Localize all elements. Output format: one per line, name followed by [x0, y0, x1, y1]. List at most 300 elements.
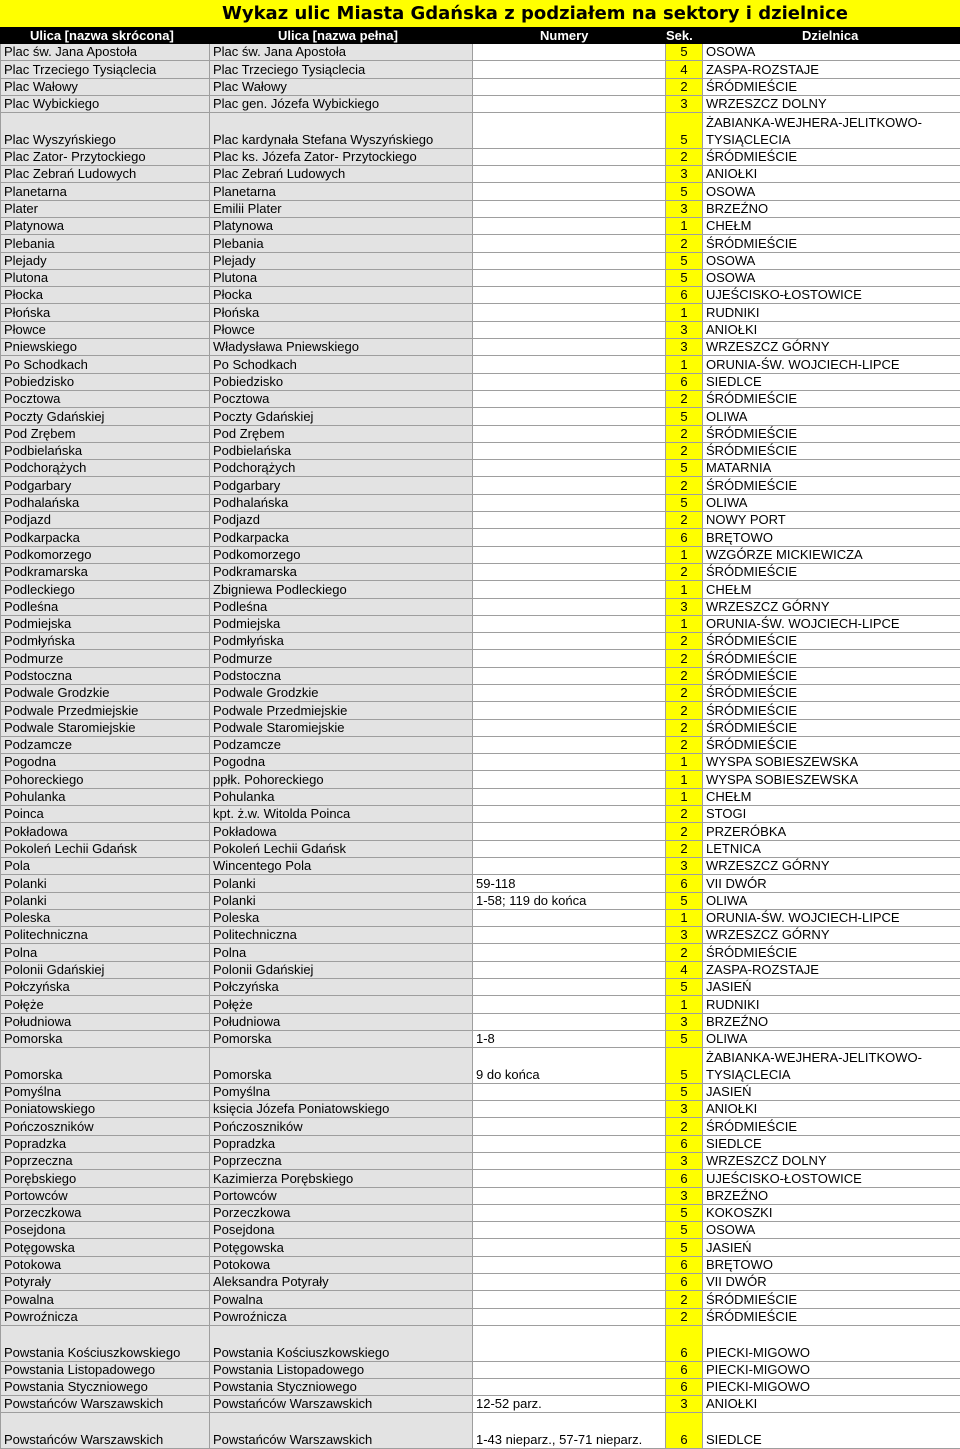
- street-short-name: Pomyślna: [1, 1083, 210, 1100]
- table-row: [1, 909, 960, 926]
- table-row: [1, 477, 960, 494]
- table-row: [1, 356, 960, 373]
- street-full-name: Plac Trzeciego Tysiąclecia: [210, 61, 473, 78]
- street-full-name: Plac gen. Józefa Wybickiego: [210, 95, 473, 112]
- table-row: [1, 1187, 960, 1204]
- house-numbers: [473, 1135, 666, 1152]
- table-row: [1, 1101, 960, 1118]
- street-full-name: Polna: [210, 944, 473, 961]
- street-full-name: Powstańców Warszawskich: [210, 1396, 473, 1413]
- page-title: Wykaz ulic Miasta Gdańska z podziałem na sektory i dzielnice: [222, 3, 848, 25]
- table-row: [1, 44, 960, 61]
- street-short-name: Pola: [1, 857, 210, 874]
- house-numbers: [473, 909, 666, 926]
- table-row: [1, 1118, 960, 1135]
- street-short-name: Podhalańska: [1, 494, 210, 511]
- sector-number: 5: [666, 1083, 703, 1100]
- table-row: [1, 217, 960, 234]
- district-name: MATARNIA: [703, 460, 960, 477]
- sector-number: 2: [666, 148, 703, 165]
- house-numbers: [473, 944, 666, 961]
- table-row: [1, 650, 960, 667]
- table-row: [1, 598, 960, 615]
- street-short-name: Podkramarska: [1, 563, 210, 580]
- street-short-name: Plac Wyszyńskiego: [1, 113, 210, 149]
- sector-number: 5: [666, 1239, 703, 1256]
- house-numbers: [473, 1083, 666, 1100]
- district-name: KOKOSZKI: [703, 1204, 960, 1221]
- house-numbers: [473, 1291, 666, 1308]
- house-numbers: [473, 477, 666, 494]
- sector-number: 1: [666, 546, 703, 563]
- district-name: ORUNIA-ŚW. WOJCIECH-LIPCE: [703, 909, 960, 926]
- table-row: [1, 1413, 960, 1449]
- street-full-name: Podmłyńska: [210, 633, 473, 650]
- sector-number: 3: [666, 1187, 703, 1204]
- street-short-name: Podchorążych: [1, 460, 210, 477]
- street-short-name: Plejady: [1, 252, 210, 269]
- street-full-name: Połczyńska: [210, 979, 473, 996]
- street-full-name: Plac św. Jana Apostoła: [210, 44, 473, 61]
- street-short-name: Porzeczkowa: [1, 1204, 210, 1221]
- sector-number: 2: [666, 736, 703, 753]
- street-short-name: Plac Wałowy: [1, 78, 210, 95]
- street-short-name: Południowa: [1, 1013, 210, 1030]
- sector-number: 4: [666, 961, 703, 978]
- header-sector: Sek.: [666, 28, 693, 44]
- district-name: ŚRÓDMIEŚCIE: [703, 477, 960, 494]
- street-short-name: Pod Zrębem: [1, 425, 210, 442]
- street-short-name: Plac Zebrań Ludowych: [1, 166, 210, 183]
- table-header: [0, 27, 960, 44]
- table-row: [1, 61, 960, 78]
- streets-table: [0, 44, 960, 1449]
- house-numbers: [473, 304, 666, 321]
- district-name: ŚRÓDMIEŚCIE: [703, 390, 960, 407]
- district-name: WRZESZCZ GÓRNY: [703, 927, 960, 944]
- sector-number: 2: [666, 1118, 703, 1135]
- house-numbers: [473, 61, 666, 78]
- street-full-name: Plac Wałowy: [210, 78, 473, 95]
- table-row: [1, 1378, 960, 1395]
- district-name: PIECKI-MIGOWO: [703, 1361, 960, 1378]
- street-short-name: Powstańców Warszawskich: [1, 1413, 210, 1449]
- header-short-name: Ulica [nazwa skrócona]: [30, 28, 174, 44]
- street-short-name: Plac Zator- Przytockiego: [1, 148, 210, 165]
- district-name: ŚRÓDMIEŚCIE: [703, 563, 960, 580]
- street-full-name: Pokładowa: [210, 823, 473, 840]
- street-full-name: Pogodna: [210, 754, 473, 771]
- street-short-name: Planetarna: [1, 183, 210, 200]
- street-full-name: Poleska: [210, 909, 473, 926]
- house-numbers: [473, 373, 666, 390]
- house-numbers: [473, 702, 666, 719]
- street-full-name: Platynowa: [210, 217, 473, 234]
- street-full-name: Zbigniewa Podleckiego: [210, 581, 473, 598]
- street-full-name: Pokoleń Lechii Gdańsk: [210, 840, 473, 857]
- street-short-name: Pohoreckiego: [1, 771, 210, 788]
- sector-number: 4: [666, 61, 703, 78]
- table-row: [1, 1013, 960, 1030]
- district-name: ŚRÓDMIEŚCIE: [703, 944, 960, 961]
- sector-number: 2: [666, 442, 703, 459]
- street-full-name: Podkramarska: [210, 563, 473, 580]
- street-full-name: Podwale Przedmiejskie: [210, 702, 473, 719]
- street-full-name: Planetarna: [210, 183, 473, 200]
- table-row: [1, 840, 960, 857]
- district-name: ŚRÓDMIEŚCIE: [703, 1291, 960, 1308]
- house-numbers: [473, 1222, 666, 1239]
- house-numbers: [473, 581, 666, 598]
- street-full-name: Podstoczna: [210, 667, 473, 684]
- table-row: [1, 927, 960, 944]
- sector-number: 5: [666, 494, 703, 511]
- street-full-name: Podkarpacka: [210, 529, 473, 546]
- sector-number: 6: [666, 1274, 703, 1291]
- district-name: SIEDLCE: [703, 1135, 960, 1152]
- house-numbers: [473, 183, 666, 200]
- house-numbers: [473, 1013, 666, 1030]
- sector-number: 2: [666, 702, 703, 719]
- table-row: [1, 494, 960, 511]
- sector-number: 3: [666, 857, 703, 874]
- house-numbers: [473, 512, 666, 529]
- sector-number: 2: [666, 633, 703, 650]
- street-short-name: Pobiedzisko: [1, 373, 210, 390]
- house-numbers: [473, 1361, 666, 1378]
- house-numbers: [473, 252, 666, 269]
- table-row: [1, 1291, 960, 1308]
- house-numbers: 9 do końca: [473, 1048, 666, 1084]
- street-full-name: Plac kardynała Stefana Wyszyńskiego: [210, 113, 473, 149]
- street-full-name: Powstania Styczniowego: [210, 1378, 473, 1395]
- district-name: OSOWA: [703, 269, 960, 286]
- sector-number: 2: [666, 719, 703, 736]
- street-short-name: Pniewskiego: [1, 339, 210, 356]
- street-short-name: Pończoszników: [1, 1118, 210, 1135]
- house-numbers: [473, 823, 666, 840]
- house-numbers: [473, 321, 666, 338]
- header-district: Dzielnica: [802, 28, 858, 44]
- house-numbers: [473, 95, 666, 112]
- street-short-name: Porębskiego: [1, 1170, 210, 1187]
- street-full-name: Podkomorzego: [210, 546, 473, 563]
- sector-number: 3: [666, 166, 703, 183]
- district-name: ANIOŁKI: [703, 166, 960, 183]
- house-numbers: [473, 494, 666, 511]
- street-short-name: Pokoleń Lechii Gdańsk: [1, 840, 210, 857]
- street-full-name: Połęże: [210, 996, 473, 1013]
- street-full-name: Pomyślna: [210, 1083, 473, 1100]
- house-numbers: [473, 684, 666, 701]
- table-row: [1, 857, 960, 874]
- sector-number: 1: [666, 771, 703, 788]
- street-short-name: Plutona: [1, 269, 210, 286]
- street-short-name: Pogodna: [1, 754, 210, 771]
- street-short-name: Podwale Przedmiejskie: [1, 702, 210, 719]
- table-row: [1, 373, 960, 390]
- table-row: [1, 287, 960, 304]
- district-name: BRĘTOWO: [703, 529, 960, 546]
- street-short-name: Plebania: [1, 235, 210, 252]
- street-short-name: Powstania Listopadowego: [1, 1361, 210, 1378]
- table-row: [1, 512, 960, 529]
- sector-number: 2: [666, 650, 703, 667]
- house-numbers: [473, 615, 666, 632]
- sector-number: 2: [666, 235, 703, 252]
- district-name: RUDNIKI: [703, 996, 960, 1013]
- district-name: CHEŁM: [703, 788, 960, 805]
- house-numbers: [473, 633, 666, 650]
- house-numbers: [473, 840, 666, 857]
- house-numbers: [473, 650, 666, 667]
- street-short-name: Potęgowska: [1, 1239, 210, 1256]
- street-full-name: Portowców: [210, 1187, 473, 1204]
- street-full-name: księcia Józefa Poniatowskiego: [210, 1101, 473, 1118]
- sector-number: 3: [666, 321, 703, 338]
- street-full-name: Plutona: [210, 269, 473, 286]
- street-short-name: Politechniczna: [1, 927, 210, 944]
- sector-number: 3: [666, 1013, 703, 1030]
- header-numbers: Numery: [540, 28, 588, 44]
- street-short-name: Plac św. Jana Apostoła: [1, 44, 210, 61]
- table-row: [1, 529, 960, 546]
- sector-number: 2: [666, 563, 703, 580]
- table-row: [1, 892, 960, 909]
- district-name: ŚRÓDMIEŚCIE: [703, 684, 960, 701]
- street-short-name: Poprzeczna: [1, 1153, 210, 1170]
- house-numbers: [473, 806, 666, 823]
- street-short-name: Polanki: [1, 875, 210, 892]
- house-numbers: [473, 339, 666, 356]
- house-numbers: 1-8: [473, 1030, 666, 1047]
- house-numbers: [473, 148, 666, 165]
- street-full-name: Posejdona: [210, 1222, 473, 1239]
- district-name: WYSPA SOBIESZEWSKA: [703, 754, 960, 771]
- district-name: WRZESZCZ GÓRNY: [703, 339, 960, 356]
- house-numbers: [473, 546, 666, 563]
- street-short-name: Pomorska: [1, 1048, 210, 1084]
- table-row: [1, 667, 960, 684]
- street-full-name: Podhalańska: [210, 494, 473, 511]
- district-name: ŚRÓDMIEŚCIE: [703, 1118, 960, 1135]
- district-name: BRĘTOWO: [703, 1256, 960, 1273]
- sector-number: 5: [666, 183, 703, 200]
- street-short-name: Podgarbary: [1, 477, 210, 494]
- street-full-name: Plebania: [210, 235, 473, 252]
- table-row: [1, 961, 960, 978]
- district-name: JASIEŃ: [703, 1083, 960, 1100]
- table-row: [1, 1256, 960, 1273]
- house-numbers: [473, 44, 666, 61]
- house-numbers: 1-58; 119 do końca: [473, 892, 666, 909]
- table-row: [1, 200, 960, 217]
- district-name: ZASPA-ROZSTAJE: [703, 961, 960, 978]
- district-name: ŚRÓDMIEŚCIE: [703, 442, 960, 459]
- street-full-name: Politechniczna: [210, 927, 473, 944]
- street-full-name: Popradzka: [210, 1135, 473, 1152]
- street-full-name: Podleśna: [210, 598, 473, 615]
- table-row: [1, 1204, 960, 1221]
- district-name: CHEŁM: [703, 581, 960, 598]
- house-numbers: [473, 287, 666, 304]
- sector-number: 5: [666, 979, 703, 996]
- street-full-name: Powstania Kościuszkowskiego: [210, 1325, 473, 1361]
- table-row: [1, 425, 960, 442]
- street-short-name: Pocztowa: [1, 390, 210, 407]
- sector-number: 2: [666, 823, 703, 840]
- sector-number: 2: [666, 512, 703, 529]
- district-name: PIECKI-MIGOWO: [703, 1325, 960, 1361]
- house-numbers: [473, 979, 666, 996]
- table-row: [1, 563, 960, 580]
- street-full-name: Plac Zebrań Ludowych: [210, 166, 473, 183]
- street-full-name: Poprzeczna: [210, 1153, 473, 1170]
- sector-number: 3: [666, 1101, 703, 1118]
- table-row: [1, 979, 960, 996]
- street-short-name: Popradzka: [1, 1135, 210, 1152]
- street-short-name: Powstańców Warszawskich: [1, 1396, 210, 1413]
- house-numbers: [473, 598, 666, 615]
- table-row: [1, 633, 960, 650]
- district-name: VII DWÓR: [703, 1274, 960, 1291]
- table-row: [1, 754, 960, 771]
- street-short-name: Potyrały: [1, 1274, 210, 1291]
- sector-number: 3: [666, 1396, 703, 1413]
- house-numbers: [473, 113, 666, 149]
- house-numbers: [473, 460, 666, 477]
- street-full-name: Plac ks. Józefa Zator- Przytockiego: [210, 148, 473, 165]
- district-name: ŚRÓDMIEŚCIE: [703, 719, 960, 736]
- sector-number: 6: [666, 529, 703, 546]
- table-row: [1, 408, 960, 425]
- street-short-name: Powstania Kościuszkowskiego: [1, 1325, 210, 1361]
- district-name: BRZEŹNO: [703, 1013, 960, 1030]
- street-short-name: Plater: [1, 200, 210, 217]
- district-name: PIECKI-MIGOWO: [703, 1378, 960, 1395]
- street-full-name: Podwale Grodzkie: [210, 684, 473, 701]
- district-name: CHEŁM: [703, 217, 960, 234]
- street-short-name: Posejdona: [1, 1222, 210, 1239]
- house-numbers: [473, 1378, 666, 1395]
- streets-table-body: [1, 44, 960, 1449]
- street-short-name: Podjazd: [1, 512, 210, 529]
- sector-number: 1: [666, 304, 703, 321]
- sector-number: 5: [666, 1222, 703, 1239]
- sector-number: 2: [666, 425, 703, 442]
- street-short-name: Plac Trzeciego Tysiąclecia: [1, 61, 210, 78]
- table-row: [1, 996, 960, 1013]
- table-row: [1, 460, 960, 477]
- sector-number: 5: [666, 44, 703, 61]
- table-row: [1, 1361, 960, 1378]
- street-full-name: Powstańców Warszawskich: [210, 1413, 473, 1449]
- table-row: [1, 1396, 960, 1413]
- street-short-name: Pomorska: [1, 1030, 210, 1047]
- sector-number: 2: [666, 477, 703, 494]
- street-short-name: Płowce: [1, 321, 210, 338]
- sector-number: 2: [666, 78, 703, 95]
- street-short-name: Poczty Gdańskiej: [1, 408, 210, 425]
- house-numbers: 1-43 nieparz., 57-71 nieparz.: [473, 1413, 666, 1449]
- sector-number: 6: [666, 1325, 703, 1361]
- district-name: ŚRÓDMIEŚCIE: [703, 633, 960, 650]
- sector-number: 1: [666, 909, 703, 926]
- table-row: [1, 1239, 960, 1256]
- house-numbers: [473, 200, 666, 217]
- street-short-name: Podmiejska: [1, 615, 210, 632]
- table-row: [1, 183, 960, 200]
- sector-number: 6: [666, 875, 703, 892]
- street-short-name: Połczyńska: [1, 979, 210, 996]
- street-short-name: Powroźnicza: [1, 1308, 210, 1325]
- district-name: ORUNIA-ŚW. WOJCIECH-LIPCE: [703, 356, 960, 373]
- house-numbers: [473, 927, 666, 944]
- sector-number: 5: [666, 1048, 703, 1084]
- table-row: [1, 546, 960, 563]
- house-numbers: 59-118: [473, 875, 666, 892]
- sector-number: 3: [666, 95, 703, 112]
- district-name: OSOWA: [703, 252, 960, 269]
- sector-number: 2: [666, 806, 703, 823]
- sector-number: 2: [666, 944, 703, 961]
- house-numbers: [473, 408, 666, 425]
- table-row: [1, 684, 960, 701]
- table-row: [1, 823, 960, 840]
- street-full-name: Władysława Pniewskiego: [210, 339, 473, 356]
- street-short-name: Podkomorzego: [1, 546, 210, 563]
- district-name: OSOWA: [703, 1222, 960, 1239]
- house-numbers: [473, 1239, 666, 1256]
- district-name: ZASPA-ROZSTAJE: [703, 61, 960, 78]
- street-full-name: Plejady: [210, 252, 473, 269]
- house-numbers: [473, 788, 666, 805]
- table-row: [1, 702, 960, 719]
- table-row: [1, 771, 960, 788]
- district-name: STOGI: [703, 806, 960, 823]
- sector-number: 5: [666, 113, 703, 149]
- street-short-name: Pohulanka: [1, 788, 210, 805]
- street-full-name: Podjazd: [210, 512, 473, 529]
- sector-number: 1: [666, 615, 703, 632]
- sector-number: 6: [666, 1256, 703, 1273]
- house-numbers: [473, 442, 666, 459]
- table-row: [1, 1170, 960, 1187]
- sector-number: 2: [666, 684, 703, 701]
- table-row: [1, 875, 960, 892]
- sector-number: 6: [666, 1135, 703, 1152]
- house-numbers: [473, 736, 666, 753]
- district-name: OLIWA: [703, 892, 960, 909]
- street-short-name: Pokładowa: [1, 823, 210, 840]
- sector-number: 2: [666, 390, 703, 407]
- district-name: JASIEŃ: [703, 1239, 960, 1256]
- house-numbers: [473, 857, 666, 874]
- street-short-name: Podleckiego: [1, 581, 210, 598]
- district-name: UJEŚCISKO-ŁOSTOWICE: [703, 1170, 960, 1187]
- street-full-name: Podzamcze: [210, 736, 473, 753]
- street-full-name: Podchorążych: [210, 460, 473, 477]
- street-full-name: Polanki: [210, 875, 473, 892]
- sector-number: 5: [666, 1204, 703, 1221]
- house-numbers: [473, 1170, 666, 1187]
- street-full-name: Podgarbary: [210, 477, 473, 494]
- street-short-name: Podwale Grodzkie: [1, 684, 210, 701]
- sector-number: 6: [666, 287, 703, 304]
- table-row: [1, 1274, 960, 1291]
- house-numbers: [473, 1187, 666, 1204]
- street-full-name: Poczty Gdańskiej: [210, 408, 473, 425]
